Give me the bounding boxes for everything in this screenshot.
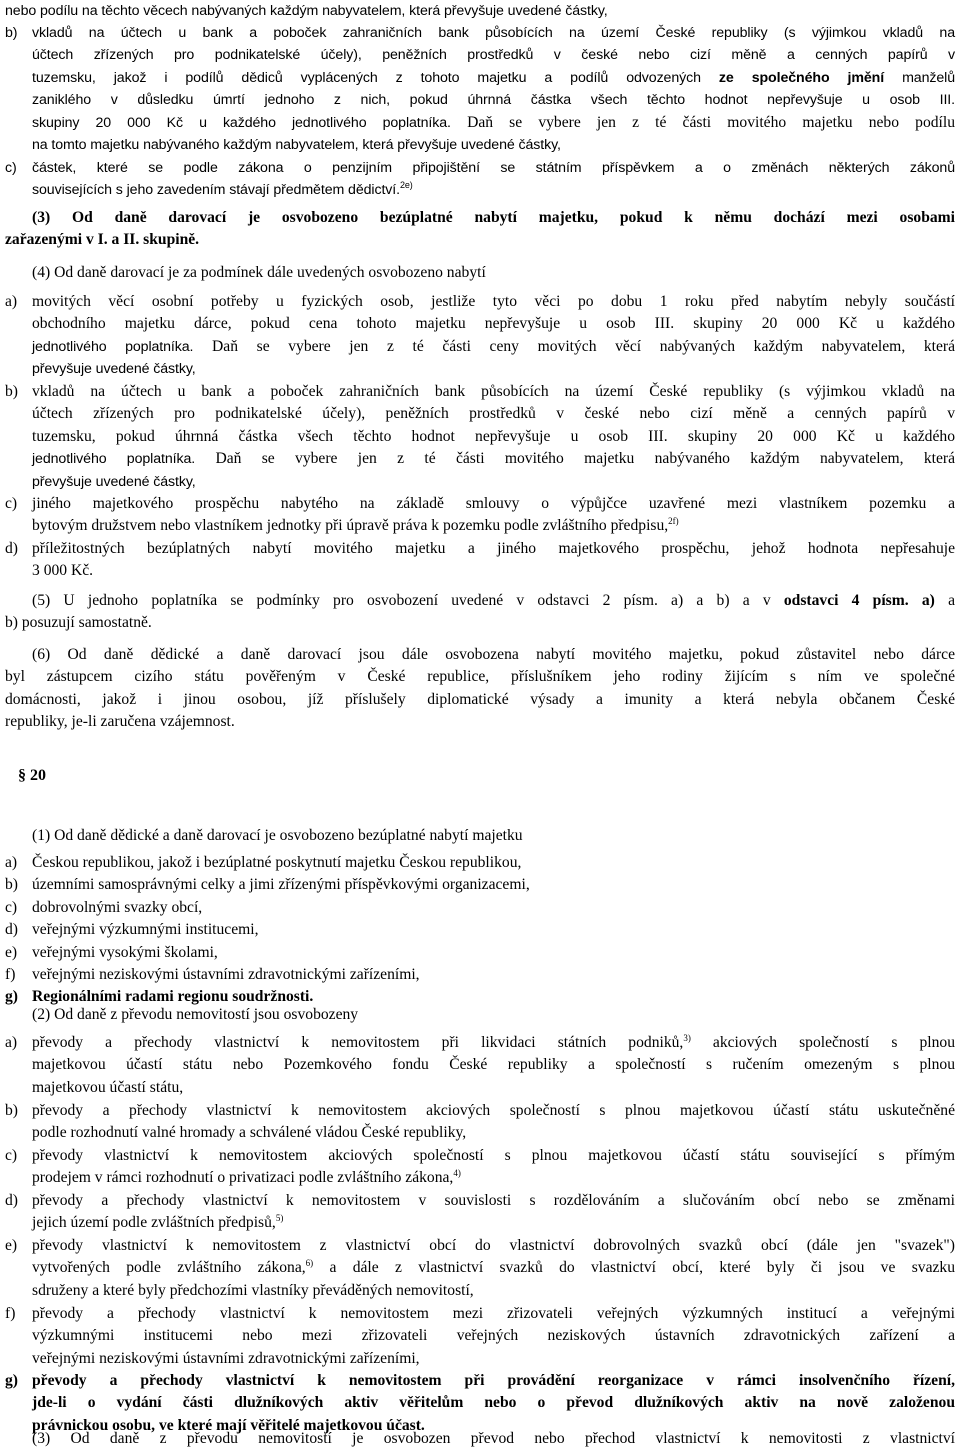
text-line: domácnosti, jakož i jinou osobou, jíž příslušely diplomatické výsady a imunity a která nebyla občanem České	[5, 690, 955, 708]
text-line: jiného majetkového prospěchu nabytého na základě smlouvy o výpůjčce uzavřené mezi vlastníkem pozemku a	[32, 495, 955, 512]
text-line: (3) Od daně darovací je osvobozeno bezúplatné nabytí majetku, pokud k němu dochází mezi osobami	[32, 209, 955, 226]
text-line: účtech zřízených pro podnikatelské účely), peněžních prostředků v české nebo cizí měně a cenných papírů v	[32, 405, 955, 423]
item-label: c)	[5, 898, 18, 916]
paragraph-3	[5, 207, 955, 252]
text-line: (1) Od daně dědické a daně darovací je osvobozeno bezúplatné nabytí majetku	[32, 827, 523, 844]
footnote-ref: 5)	[275, 1213, 284, 1224]
text-line: (4) Od daně darovací je za podmínek dále uvedených osvobozeno nabytí	[32, 264, 486, 281]
item-label: b)	[5, 1102, 18, 1119]
text-line: převody vlastnictví k nemovitostem z vlastnictví obcí do vlastnictví dobrovolných svazků obcí (dále jen "svazek")	[32, 1237, 955, 1254]
text-line: příležitostných bezúplatných nabytí movitého majetku a jiného majetkového prospěchu, jehož hodnota nepřesahuje	[32, 540, 955, 557]
item-label: b)	[5, 383, 18, 400]
list-item-a	[5, 1032, 955, 1099]
text-line: převyšuje uvedené částky,	[32, 473, 196, 490]
footnote-ref: 2f)	[668, 516, 679, 527]
footnote-ref: 3)	[683, 1033, 691, 1043]
text-line: republiky, je-li zaručena vzájemnost.	[5, 713, 235, 731]
emphasis-text: ze společného jmění	[718, 69, 885, 86]
text-line: převody vlastnictví k nemovitostem akciových společností s plnou majetkovou účastí státu související s přímým	[32, 1147, 955, 1164]
text-line: (6) Od daně dědické a daně darovací jsou dále osvobozena nabytí movitého majetku, pokud zůstavitel nebo dárce	[32, 646, 955, 663]
text-line: zaniklého v důsledku úmrtí jednoho z nich, pokud úhrnná částka všech těchto hodnot nepřevyšuje u osob III.	[32, 92, 955, 109]
text-line: akciových společností s plnou	[712, 1034, 956, 1051]
text-line: jejich území podle zvláštních předpisů,	[32, 1214, 276, 1232]
text-line: Daň se vybere jen z té části movitého majetku nebo podílu	[467, 113, 955, 131]
text-line: podle rozhodnutí valné hromady a schválené vládou České republiky,	[32, 1124, 467, 1142]
text-line: jednotlivého poplatníka.	[32, 338, 194, 355]
text-line: movitých věcí osobní potřeby u fyzických osob, jestliže tyto věci po dobu 1 roku před nabytím nebyly součástí	[32, 293, 955, 310]
text-line: souvisejících s jeho zavedením stávají předmětem dědictví.	[32, 182, 400, 199]
list-item-c	[5, 1145, 955, 1190]
text-line: převody a přechody vlastnictví k nemovitostem při likvidaci státních podniků,	[32, 1034, 684, 1051]
text-line: obchodního majetku dárce, pokud cena tohoto majetku nepřevyšuje u osob III. skupiny 20 000 Kč u každého	[32, 315, 955, 333]
list-item-c	[5, 157, 955, 202]
text-line: veřejnými neziskovými ústavními zdravotnickými zařízeními,	[32, 1349, 420, 1367]
text-line: sdruženy a které byly předchozími vlastníky převáděných nemovitostí,	[32, 1281, 474, 1299]
text-line: na tomto majetku nabývaného každým nabyvatelem, která převyšuje uvedené částky,	[32, 136, 561, 153]
paragraph-5	[5, 590, 955, 635]
item-label: g)	[5, 988, 18, 1006]
list-item: dobrovolnými svazky obcí,	[32, 898, 203, 916]
list-item-f	[5, 1303, 955, 1370]
paragraph-20-3	[5, 1428, 955, 1450]
item-label: d)	[5, 921, 18, 939]
text-line: částek, které se podle zákona o penzijním připojištění se státním příspěvkem a o změnách některých zákonů	[32, 160, 955, 176]
paragraph-20-1	[5, 825, 955, 847]
list-item: Regionálními radami regionu soudržnosti.	[32, 988, 314, 1006]
text-line: zařazenými v I. a II. skupině.	[5, 231, 200, 249]
text-line: skupiny 20 000 Kč u každého jednotlivého poplatníka.	[32, 114, 451, 131]
list-item-d	[5, 1190, 955, 1235]
text-line: byl zástupcem cizího státu pověřeným v České republice, příslušníkem jeho rodiny žijícím s ním ve společné	[5, 668, 955, 686]
paragraph-4	[5, 262, 955, 284]
list-item: územními samosprávnými celky a jimi zřízenými příspěvkovými organizacemi,	[32, 876, 530, 894]
list-item-e	[5, 1235, 955, 1302]
item-label: e)	[5, 1237, 18, 1254]
list-item: veřejnými neziskovými ústavními zdravotnickými zařízeními,	[32, 965, 420, 983]
section-heading	[5, 765, 955, 787]
text-line: vkladů na účtech u bank a poboček zahraničních bank působících na území České republiky (s výjimkou vkladů na	[32, 25, 955, 41]
item-label: b)	[5, 876, 18, 894]
item-label: g)	[5, 1372, 18, 1389]
text-line: bytovým družstvem nebo vlastníkem jednotky při úpravě práva k pozemku podle zvláštního předpisu,	[32, 517, 669, 535]
item-label: f)	[5, 1305, 16, 1322]
text-line: Daň se vybere jen z té části ceny movitých věcí nabývaných každým nabyvatelem, která	[212, 337, 955, 355]
text-line: 3 000 Kč.	[32, 562, 94, 580]
list-item: veřejnými výzkumnými institucemi,	[32, 921, 259, 939]
text-line: právnickou osobu, ve které mají věřitelé majetkovou účast.	[32, 1416, 425, 1434]
list-item-d	[5, 538, 955, 583]
text-line: Daň se vybere jen z té části movitého majetku nabývaného každým nabyvatelem, která	[215, 450, 956, 468]
item-label: d)	[5, 1192, 18, 1209]
text-line: majetkovou účastí státu nebo Pozemkového fondu České republiky a společností s ručením omezeným s plnou	[32, 1056, 955, 1074]
item-label: e)	[5, 943, 18, 961]
paragraph-6	[5, 644, 955, 734]
text-line: a dále z vlastnictví svazků do vlastnictví obcí, které byly či jsou ve svazku	[329, 1259, 956, 1277]
emphasis-text: odstavci 4 písm. a)	[783, 592, 935, 609]
text-line: převody a přechody vlastnictví k nemovitostem akciových společností s plnou majetkovou účastí státu uskutečněné	[32, 1102, 955, 1119]
item-label: d)	[5, 540, 18, 557]
text-line: jde-li o vydání části dlužníkových aktiv věřitelům nebo o převod dlužníkových aktiv na nově založenou	[32, 1394, 955, 1412]
text-line: (3) Od daně z převodu nemovitostí je osvobozen převod nebo přechod vlastnictví k nemovitosti z vlastnictví	[32, 1430, 955, 1447]
paragraph-20-2	[5, 1004, 955, 1026]
item-label: a)	[5, 293, 18, 310]
item-label: b)	[5, 25, 18, 41]
list-item-b	[5, 1100, 955, 1145]
text-line: účtech zřízených pro podnikatelské účely), peněžních prostředků v české nebo cizí měně a cenných papírů v	[32, 47, 955, 64]
text-line: převyšuje uvedené částky,	[32, 361, 196, 378]
text-line: majetkovou účastí státu,	[32, 1078, 184, 1096]
text-line: vkladů na účtech u bank a poboček zahraničních bank působících na území České republiky (s výjimkou vkladů na	[32, 383, 955, 400]
text-line: vytvořených podle zvláštního zákona,	[32, 1259, 306, 1277]
item-label: c)	[5, 160, 17, 176]
section-number: § 20	[18, 767, 46, 784]
text-line: tuzemsku, pokud úhrnná částka všech těchto hodnot nepřevyšuje u osob III. skupiny 20 000 Kč u každého	[32, 427, 955, 445]
paragraph-continuation	[5, 0, 955, 22]
text-line: b) posuzují samostatně.	[5, 614, 152, 632]
list-item: Českou republikou, jakož i bezúplatné poskytnutí majetku Českou republikou,	[32, 854, 522, 871]
footnote-ref: 2e)	[399, 180, 413, 191]
item-label: a)	[5, 854, 18, 871]
text-line: (2) Od daně z převodu nemovitostí jsou osvobozeny	[32, 1006, 359, 1023]
item-label: f)	[5, 965, 16, 983]
list-item-c	[5, 493, 955, 538]
text-line: výzkumnými institucemi nebo mezi zřizovateli veřejných neziskových ústavních zdravotnických zařízení a	[32, 1327, 955, 1345]
text-line: tuzemsku, jakož i podílů dědiců vyplácených z tohoto majetku a podílů odvozených	[32, 69, 701, 86]
text-line: převody a přechody vlastnictví k nemovitostem mezi zřizovateli veřejných výzkumných institucí a veřejnými	[32, 1305, 955, 1322]
item-label: c)	[5, 495, 18, 512]
list-item-b	[5, 381, 955, 493]
item-label: c)	[5, 1147, 18, 1164]
list-item-a	[5, 291, 955, 381]
footnote-ref: 6)	[305, 1258, 314, 1269]
text-line: (5) U jednoho poplatníka se podmínky pro osvobození uvedené v odstavci 2 písm. a) a b) a v	[32, 592, 771, 609]
text-line: manželů	[902, 69, 956, 86]
list-item: veřejnými vysokými školami,	[32, 943, 218, 961]
text-line: převody a přechody vlastnictví k nemovitostem v souvislosti s rozdělováním a slučováním obcí nebo se změnami	[32, 1192, 955, 1209]
text-line: jednotlivého poplatníka.	[32, 451, 196, 468]
list-20-1	[5, 852, 955, 1009]
text-line: nebo podílu na těchto věcech nabývaných každým nabyvatelem, která převyšuje uvedené částky,	[5, 3, 608, 19]
text-line: a	[948, 592, 955, 609]
list-item-b	[5, 22, 955, 156]
item-label: a)	[5, 1034, 18, 1051]
footnote-ref: 4)	[453, 1168, 461, 1179]
text-line: převody a přechody vlastnictví k nemovitostem při provádění reorganizace v rámci insolvenčního řízení,	[32, 1372, 955, 1389]
text-line: prodejem v rámci rozhodnutí o privatizaci podle zvláštního zákona,	[32, 1169, 454, 1187]
